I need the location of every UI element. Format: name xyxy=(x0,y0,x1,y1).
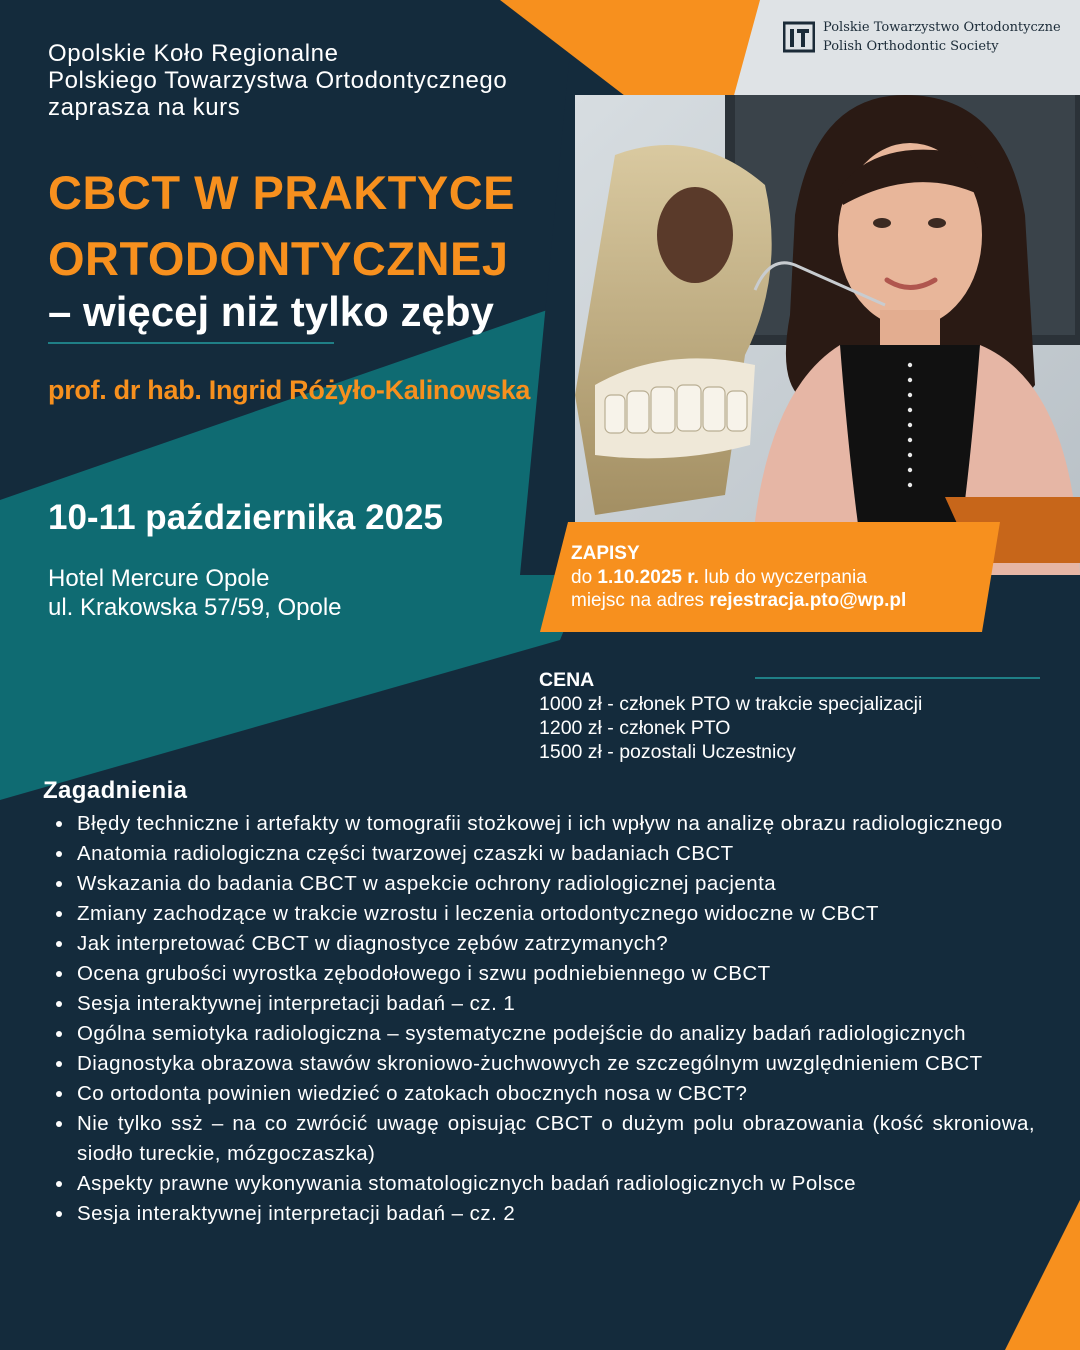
topic-item: Anatomia radiologiczna części twarzowej czaszki w badaniach CBCT xyxy=(43,839,1035,869)
topic-item: Jak interpretować CBCT w diagnostyce zębów zatrzymanych? xyxy=(43,929,1035,959)
course-title xyxy=(48,160,515,292)
topic-item: Ocena grubości wyrostka zębodołowego i szwu podniebiennego w CBCT xyxy=(43,959,1035,989)
topic-item: Ogólna semiotyka radiologiczna – systematyczne podejście do analizy badań radiologicznych xyxy=(43,1019,1035,1049)
logo-line-1: Polskie Towarzystwo Ortodontyczne xyxy=(823,20,1061,35)
pto-logo-icon xyxy=(783,21,815,53)
intro-line-1: Opolskie Koło Regionalne xyxy=(48,40,339,67)
topic-item: Co ortodonta powinien wiedzieć o zatokach obocznych nosa w CBCT? xyxy=(43,1079,1035,1109)
course-title-line-1: CBCT W PRAKTYCE xyxy=(48,166,516,219)
topics-section xyxy=(43,775,1035,1229)
price-section xyxy=(539,668,922,764)
topic-item: Nie tylko ssż – na co zwrócić uwagę opisując CBCT o dużym polu obrazowania (kość skroniowa, siodło tureckie, mózgoczaszka) xyxy=(43,1109,1035,1169)
registration-middle: lub do wyczerpania xyxy=(704,566,867,588)
registration-email[interactable]: rejestracja.pto@wp.pl xyxy=(709,590,907,611)
price-item: 1500 zł - pozostali Uczestnicy xyxy=(539,741,796,763)
price-heading: CENA xyxy=(539,669,595,691)
topics-heading: Zagadnienia xyxy=(43,777,188,804)
intro-line-3: zaprasza na kurs xyxy=(48,94,241,121)
registration-deadline: 1.10.2025 r. xyxy=(597,566,699,588)
course-date: 10-11 października 2025 xyxy=(48,498,443,537)
logo-line-2: Polish Orthodontic Society xyxy=(823,39,999,54)
topic-item: Aspekty prawne wykonywania stomatologicznych badań radiologicznych w Polsce xyxy=(43,1169,1035,1199)
registration-line-1 xyxy=(571,566,906,590)
speaker-name: prof. dr hab. Ingrid Różyło-Kalinowska xyxy=(48,375,531,405)
registration-line-2 xyxy=(571,589,906,613)
topic-item: Sesja interaktywnej interpretacji badań – cz. 1 xyxy=(43,989,1035,1019)
course-title-line-2: ORTODONTYCZNEJ xyxy=(48,232,509,285)
course-subtitle: – więcej niż tylko zęby xyxy=(48,288,494,335)
pto-logo xyxy=(783,18,1061,56)
topic-item: Diagnostyka obrazowa stawów skroniowo-żuchwowych ze szczególnym uwzględnieniem CBCT xyxy=(43,1049,1035,1079)
price-item: 1000 zł - członek PTO w trakcie specjalizacji xyxy=(539,693,923,715)
registration-heading: ZAPISY xyxy=(571,543,640,564)
intro-text xyxy=(48,40,507,121)
registration-line2-prefix: miejsc na adres xyxy=(571,590,705,611)
intro-line-2: Polskiego Towarzystwa Ortodontycznego xyxy=(48,67,508,94)
topic-item: Sesja interaktywnej interpretacji badań – cz. 2 xyxy=(43,1199,1035,1229)
topic-item: Błędy techniczne i artefakty w tomografii stożkowej i ich wpływ na analizę obrazu radiologicznego xyxy=(43,809,1035,839)
price-item: 1200 zł - członek PTO xyxy=(539,717,731,739)
venue xyxy=(48,564,342,622)
topic-item: Zmiany zachodzące w trakcie wzrostu i leczenia ortodontycznego widoczne w CBCT xyxy=(43,899,1035,929)
registration-box xyxy=(540,522,1000,632)
title-divider xyxy=(48,342,334,344)
venue-name: Hotel Mercure Opole xyxy=(48,565,270,592)
topics-list xyxy=(43,809,1035,1229)
venue-address: ul. Krakowska 57/59, Opole xyxy=(48,594,342,621)
registration-prefix: do xyxy=(571,566,593,588)
topic-item: Wskazania do badania CBCT w aspekcie ochrony radiologicznej pacjenta xyxy=(43,869,1035,899)
